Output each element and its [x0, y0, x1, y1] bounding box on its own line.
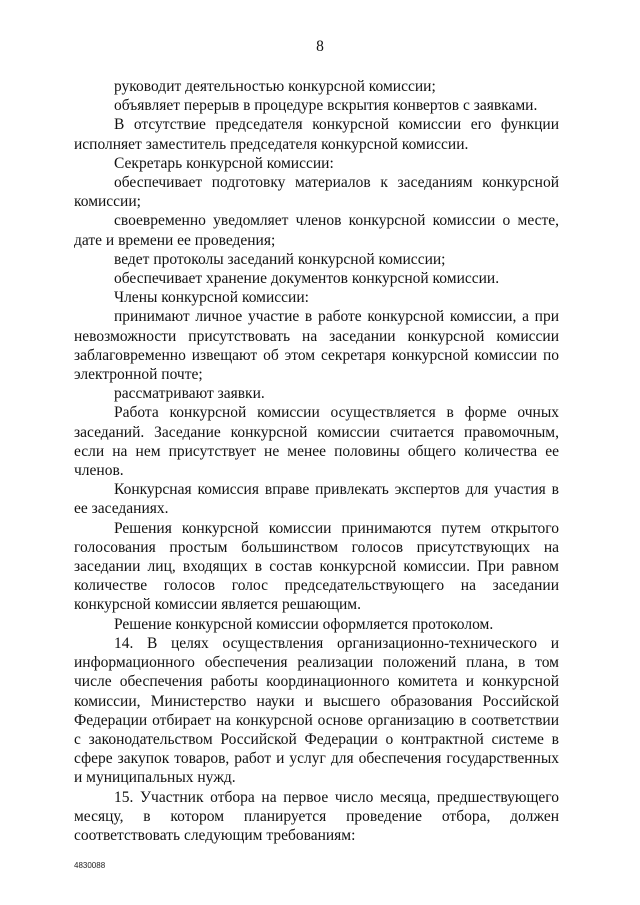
- paragraph: принимают личное участие в работе конкурсной комиссии, а при невозможности присутствовать на заседании конкурсной комиссии заблаговременно извещают об этом секретаря конкурсной комиссии по электронной почте;: [74, 308, 559, 384]
- paragraph: 15. Участник отбора на первое число месяца, предшествующего месяцу, в котором планируется проведение отбора, должен соответствовать следующим требованиям:: [74, 788, 559, 844]
- paragraph: Члены конкурсной комиссии:: [114, 289, 309, 307]
- paragraph: Решение конкурсной комиссии оформляется протоколом.: [114, 615, 494, 633]
- paragraph: Решения конкурсной комиссии принимаются путем открытого голосования простым большинством голосов присутствующих на заседании лиц, входящих в состав конкурсной комиссии. При равном количестве голосов голос председательствующего на заседании конкурсной комиссии является решающим.: [74, 519, 559, 614]
- paragraph: руководит деятельностью конкурсной комиссии;: [114, 78, 436, 95]
- paragraph: Секретарь конкурсной комиссии:: [114, 154, 334, 172]
- paragraph: обеспечивает подготовку материалов к заседаниям конкурсной комиссии;: [74, 174, 559, 211]
- paragraph: объявляет перерыв в процедуре вскрытия конвертов с заявками.: [114, 97, 538, 115]
- paragraph: Работа конкурсной комиссии осуществляется в форме очных заседаний. Заседание конкурсной комиссии считается правомочным, если на нем присутствует не менее половины общего количества ее членов.: [74, 404, 559, 480]
- paragraph: рассматривают заявки.: [114, 385, 265, 403]
- page-number: 8: [316, 38, 324, 55]
- paragraph: Конкурсная комиссия вправе привлекать экспертов для участия в ее заседаниях.: [74, 481, 559, 518]
- paragraph: В отсутствие председателя конкурсной комиссии его функции исполняет заместитель председателя конкурсной комиссии.: [74, 116, 559, 153]
- paragraph: своевременно уведомляет членов конкурсной комиссии о месте, дате и времени ее проведения;: [74, 212, 559, 249]
- paragraph: ведет протоколы заседаний конкурсной комиссии;: [114, 250, 446, 268]
- document-code: 4830088: [74, 861, 106, 870]
- paragraph: обеспечивает хранение документов конкурсной комиссии.: [114, 270, 500, 288]
- paragraph: 14. В целях осуществления организационно-технического и информационного обеспечения реализации положений плана, в том числе обеспечения работы координационного комитета и конкурсной комиссии, Министерство науки и высшего образования Российской Федерации отбирает на конкурсной основе организацию в соответствии с законодательством Российской Федерации о контрактной системе в сфере закупок товаров, работ и услуг для обеспечения государственных и муниципальных нужд.: [74, 634, 559, 787]
- body-text: [74, 77, 559, 845]
